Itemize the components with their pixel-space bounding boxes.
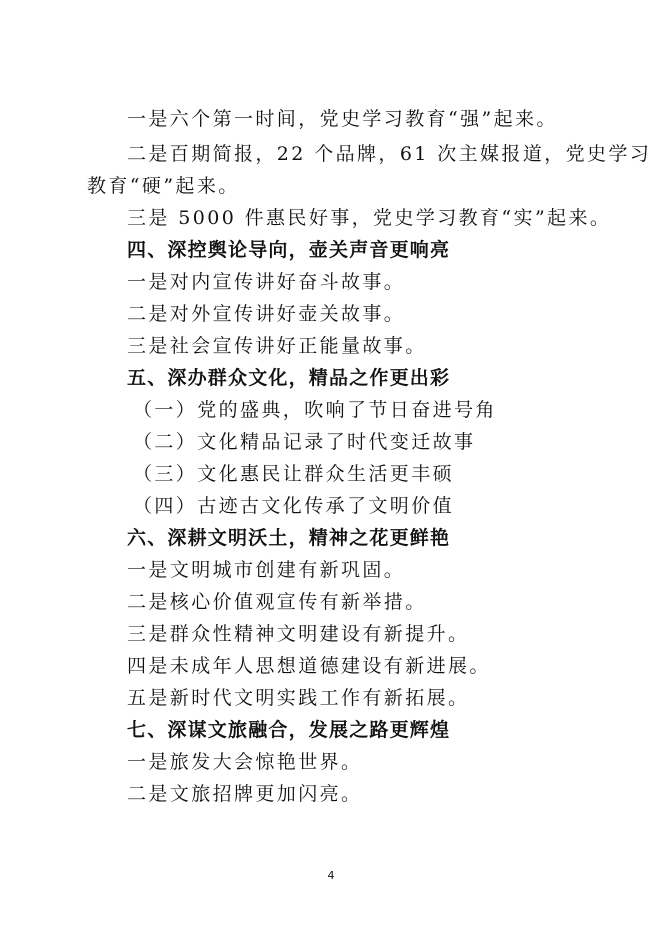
paragraph-line: 一是六个第一时间，党史学习教育“强”起来。 bbox=[127, 108, 558, 130]
paragraph-line: 五是新时代文明实践工作有新拓展。 bbox=[127, 687, 470, 709]
section-heading: 五、深办群众文化，精品之作更出彩 bbox=[127, 367, 451, 389]
subsection-line: （四）古迹古文化传承了文明价值 bbox=[133, 495, 455, 517]
section-heading: 四、深控舆论导向，壶关声音更响亮 bbox=[127, 239, 451, 261]
paragraph-line: 二是对外宣传讲好壶关故事。 bbox=[127, 303, 406, 325]
paragraph-line: 三是社会宣传讲好正能量故事。 bbox=[127, 335, 427, 357]
subsection-line: （二）文化精品记录了时代变迁故事 bbox=[133, 431, 476, 453]
section-heading: 六、深耕文明沃土，精神之花更鲜艳 bbox=[127, 527, 451, 549]
page-number: 4 bbox=[327, 869, 335, 882]
paragraph-line: 四是未成年人思想道德建设有新进展。 bbox=[127, 655, 491, 677]
paragraph-line: 一是文明城市创建有新巩固。 bbox=[127, 559, 406, 581]
paragraph-line: 二是核心价值观宣传有新举措。 bbox=[127, 591, 427, 613]
subsection-line: （三）文化惠民让群众生活更丰硕 bbox=[133, 463, 455, 485]
paragraph-line: 一是旅发大会惊艳世界。 bbox=[127, 751, 363, 773]
subsection-line: （一）党的盛典，吹响了节日奋进号角 bbox=[133, 399, 497, 421]
paragraph-line: 三是 5000 件惠民好事，党史学习教育“实”起来。 bbox=[127, 207, 612, 229]
section-heading: 七、深谋文旅融合，发展之路更辉煌 bbox=[127, 719, 451, 741]
paragraph-line: 一是对内宣传讲好奋斗故事。 bbox=[127, 271, 406, 293]
paragraph-line: 二是文旅招牌更加闪亮。 bbox=[127, 783, 363, 805]
paragraph-line: 三是群众性精神文明建设有新提升。 bbox=[127, 623, 470, 645]
paragraph-line: 教育“硬”起来。 bbox=[87, 175, 240, 197]
paragraph-line: 二是百期简报，22 个品牌，61 次主媒报道，党史学习 bbox=[127, 143, 652, 165]
